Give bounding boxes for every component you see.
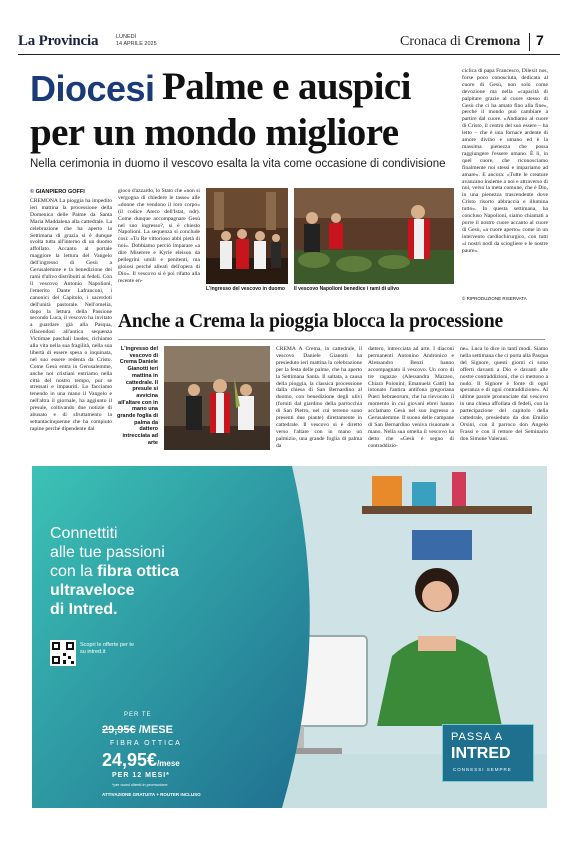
price-fineprint: *per nuovi clienti in promozione	[112, 782, 168, 787]
byline-author: GIANPIERO GOFFI	[35, 189, 85, 195]
old-price-value: 29,95€	[102, 724, 136, 736]
photo-caption-1: L'ingresso del vescovo in duomo	[206, 286, 285, 292]
section-city: Cremona	[464, 34, 521, 49]
issue-day: LUNEDÌ	[116, 34, 137, 40]
page-number: 7	[536, 32, 544, 48]
qr-text: Scopri le offerte per te su intred.it	[80, 642, 135, 655]
ad-headline-line-4: ultraveloce	[50, 582, 135, 599]
cta-slogan: CONNESSI SEMPRE	[453, 767, 512, 772]
activation-note: ATTIVAZIONE GRATUITA + ROUTER INCLUSO	[102, 792, 201, 797]
ad-headline-fibra: fibra ottica	[97, 563, 179, 580]
copyright-note: © RIPRODUZIONE RISERVATA	[462, 296, 527, 301]
old-price-unit: /MESE	[138, 724, 173, 736]
new-price-unit: /mese	[157, 759, 180, 768]
second-article-column-3: ne». Luca lo dice in tanti modi. Siamo nella settimana che ci porta alla Pasqua del Signore, questi giorni ci sono offerti davanti a Dio e davanti alle nostre contraddizioni, che ci mettono a nudo. Il Signore è fonte di ogni speranza e di ogni contraddizione». Al ultime parole pronunciate dal vescovo in una chiesa affollata di fedeli, con la partecipazione del capitolo della cattedrale, presieduto da don Emilio Orsini, con il parroco don Angelo Frassi e con il rettore del Seminario don Simone Valerani.	[460, 346, 548, 442]
photo-bishop-entrance	[206, 188, 288, 284]
ad-headline-line-2: alle tue passioni	[50, 544, 165, 561]
photo-olive-blessing	[294, 188, 454, 284]
article-column-3: ciclica di papa Francesco, Dilexit nos, forse poco conosciuta, dedicata al cuore di Gesù, non solo come devozione ma nella «capacità di palpitare grazie al cuore stesso di Gesù che ci ha amato fino alla fine», perché il mondo può cambiare a partire dal cuore. «Andiamo al cuore di Cristo, il centro del suo essere – ha letto – che è una fornace ardente di amore divino e umano ed è la massima pienezza che possa raggiungere l'essere umano. È lì, in quel cuore, che riconosciamo finalmente noi stessi e impariamo ad amare». E ancora: «Tutte le creature avanzano insieme a noi e attraverso di noi, verso la meta comune, che è Dio, in una pienezza trascendente dove Cristo risorto abbraccia e illumina tutto». In questa settimana, ha concluso Napolioni, siamo chiamati a porre il nostro cuore accanto al cuore di Gesù, «a cuore aperto» come in un intervento cardiochirurgico, con tutti «i nostri nodi da sciogliere e le nostre paure».	[462, 68, 548, 254]
photo-caption-2: Il vescovo Napolioni benedice i rami di ulivo	[294, 286, 400, 292]
second-headline: Anche a Crema la pioggia blocca la processione	[118, 311, 503, 332]
headline-line-2: per un mondo migliore	[30, 111, 399, 154]
passa-a-intred-button[interactable]	[442, 724, 534, 782]
ad-headline	[50, 524, 179, 619]
cta-brand: INTRED	[451, 745, 511, 762]
issue-date	[116, 34, 157, 48]
price-duration: PER 12 MESI*	[112, 772, 170, 779]
new-price	[102, 750, 180, 771]
qr-code-icon[interactable]	[50, 640, 76, 666]
issue-date-text: 14 APRILE 2025	[116, 41, 157, 47]
subheadline: Nella cerimonia in duomo il vescovo esalta la vita come occasione di condivisione	[30, 158, 446, 170]
page-number-divider	[529, 33, 530, 51]
article-column-1: CREMONA La pioggia ha impedito ieri mattina la processione della Domenica delle Palme da Santa Maria Maddalena alla cattedrale. La celebrazione che ha aperto la Settimana di grazia si è dunque svolta tutta all'interno di un duomo affollato. Accanto al portale maggiore la lettura del Vangelo dell'ingresso di Gesù a Gerusalemme e la benedizione dei rami d'ulivo distribuiti ai fedeli. Con il vescovo Antonio Napolioni, l'emerito Dante Lafranconi, i canonici del Capitolo, i sacerdoti dell'unità pastorale. Nell'omelia, dopo la lettura della Passione secondo Luca, il vescovo ha invitato a guardare già alla Pasqua, rifacendosi all'antica sequenza Victimae paschali laudes, richiamo alla vita nella sua fragilità, nella sua libertà di essere spesa o inquinata, nel suo essere redenta da Cristo. Come Gesù entra in Gerusalemme, anche noi cristiani entriamo nella città del nostro tempo, pur se stressati e impauriti. Lo facciamo tenendo in una mano il Vangelo e nell'altra il giornale, ha aggiunto il presule, coltivando due notizie di abusato e di sfruttamento la settantacinquenne che ha compiuto rapine perché dipendente dal	[30, 198, 112, 432]
photo-crema-cathedral	[164, 346, 270, 450]
new-price-value: 24,95€	[102, 750, 158, 770]
second-article-column-1: CREMA A Crema, in cattedrale, il vescovo Daniele Gianotti ha presieduto ieri mattina la celebrazione per la festa delle palme, che ha aperto la Settimana Santa. Il saltata, a causa della pioggia, la classica processione dalla chiesa di San Bernardino al duomo, con benedizione degli ulivi (forniti dal giardino della parrocchia di San Pietro, nel cui terreno sono presenti due piante) direttamente in cattedrale. Il vescovo si è diretto verso l'altare con in mano un palmizio, una grande foglia di palma da	[276, 346, 362, 449]
headline-line-1: Palme e auspici	[162, 65, 411, 108]
cta-passa-a: PASSA A	[451, 731, 504, 743]
intred-advertisement[interactable]	[32, 466, 547, 808]
ad-headline-line-1: Connettiti	[50, 525, 118, 542]
second-article-column-2: dattero, intrecciata ad arte. I diaconi permanenti Antonino Andronico e Alessandro Benzi hanno accompagnato il vescovo. Un coro di tre ragazze (Alessandra Mazzeo, Chiara Polonini, Emanuela Gatti) ha intonato l'antica antifona gregoriana Pueri hebraeorum, che ha rievocato il momento in cui giovani ebrei hanno acclamato Gesù nel suo ingresso a Gerusalemme. Il suono delle campane di San Bernardino veniva risuonate a mano. Nella sua omelia il vescovo ha detto che «Gesù è segno di contraddizio-	[368, 346, 454, 449]
second-headline-rule	[118, 339, 545, 340]
section-prefix: Cronaca di	[400, 34, 462, 49]
old-price	[102, 724, 173, 736]
article-column-2: gioco d'azzardo, lo Stato che «non si vergogna di chiedere le tasse» alle «donne che vendono il loro corpo» (il codice Ateco dell'Istat, ndr). Come dunque accompagnare Gesù nel suo ingresso?, si è chiesto Napolioni. La sequenza si conclude così: «Tu Re vittorioso abbi pietà di noi». Dobbiamo perciò imparare «a dire Miserere e Kyrie eleison da pellegrini umili e penitenti, ma gioiosi perché alleati dell'opera di Dio». Il vescovo si è poi rifatto alla recente en-	[118, 188, 200, 284]
section-title	[400, 34, 520, 50]
ad-headline-line-3: con la fibra ottica	[50, 563, 179, 580]
price-per-te: PER TE	[124, 712, 152, 718]
product-name: FIBRA OTTICA	[110, 740, 182, 747]
byline: © GIANPIERO GOFFI	[30, 189, 85, 195]
newspaper-logo: La Provincia	[18, 33, 99, 49]
second-photo-caption: L'ingresso del vescovo di Crema Daniele Gianotti ieri mattina in cattedrale. Il presule si avvicina all'altare con in mano una grande foglia di palma da dattero intrecciata ad arte	[117, 346, 158, 446]
ad-headline-line-5: di Intred.	[50, 601, 118, 618]
article-kicker: Diocesi	[30, 68, 155, 109]
